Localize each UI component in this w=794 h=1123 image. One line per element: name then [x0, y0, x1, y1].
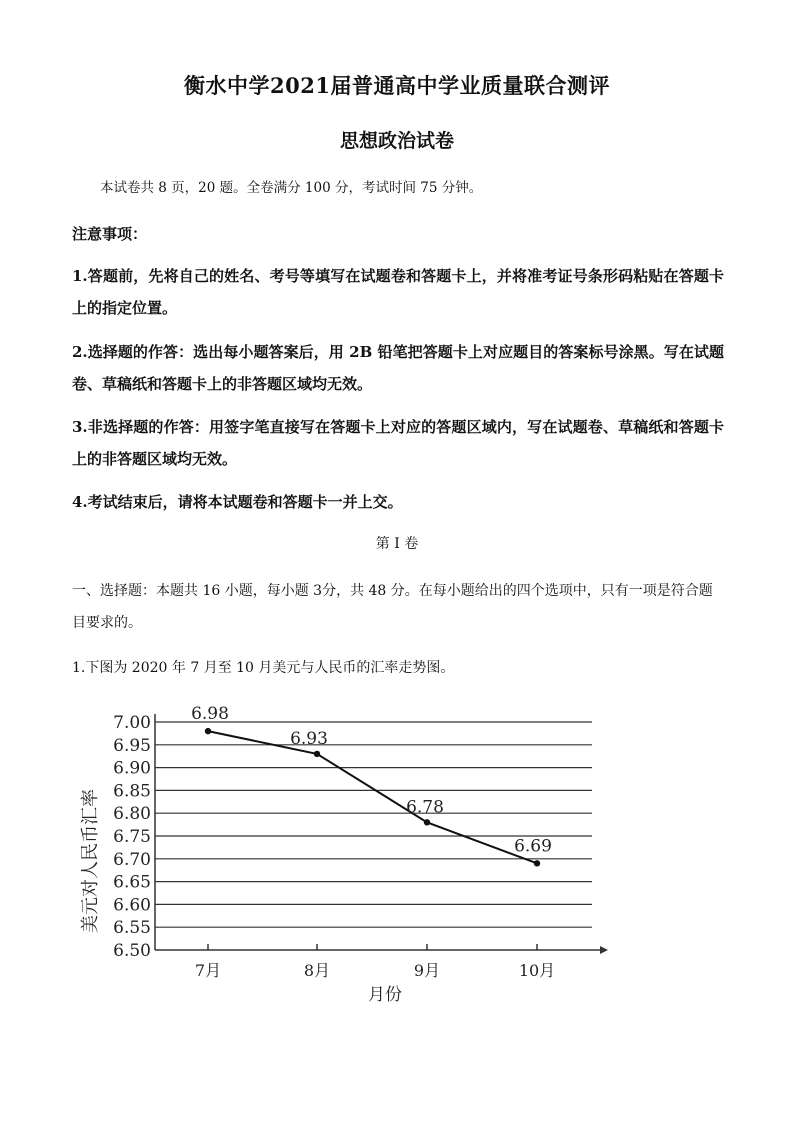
exam-subtitle: 思想政治试卷 [339, 130, 454, 152]
data-point [314, 751, 320, 757]
data-point [205, 728, 211, 734]
notice-item-1: 1.答题前，先将自己的姓名、考号等填写在试题卷和答题卡上，并将准考证号条形码粘贴在答题卡上的指定位置。 [72, 267, 724, 317]
data-label: 6.69 [514, 836, 552, 857]
section-label: 第 I 卷 [375, 536, 419, 552]
notice-heading: 注意事项： [72, 225, 148, 243]
series-line [208, 728, 537, 863]
x-tick-label: 8月 [303, 961, 331, 980]
data-label: 6.93 [290, 728, 328, 749]
data-point [534, 860, 540, 866]
notice-item-3: 3.非选择题的作答：用签字笔直接写在答题卡上对应的答题区域内，写在试题卷、草稿纸和答题卡上的非答题区域均无效。 [72, 418, 724, 468]
x-tick-label: 9月 [413, 961, 441, 980]
exchange-rate-chart [70, 700, 620, 1010]
y-tick-label: 7.00 [113, 713, 151, 733]
y-tick-label: 6.80 [113, 804, 151, 825]
data-point [424, 819, 430, 825]
y-tick-label: 6.85 [113, 781, 151, 802]
y-tick-label: 6.65 [113, 872, 151, 893]
y-tick-label: 6.75 [113, 827, 151, 847]
x-tick-label: 7月 [194, 961, 222, 980]
y-axis-title: 美元对人民币汇率 [80, 789, 101, 933]
y-tick-label: 6.50 [113, 941, 151, 961]
notice-item-2: 2.选择题的作答：选出每小题答案后，用 2B 铅笔把答题卡上对应题目的答案标号涂黑。写在试题卷、草稿纸和答题卡上的非答题区域均无效。 [72, 343, 724, 393]
exam-intro: 本试卷共 8 页，20 题。全卷满分 100 分，考试时间 75 分钟。 [100, 180, 483, 196]
x-tick-label: 10月 [518, 961, 556, 980]
y-tick-label: 6.95 [113, 735, 151, 756]
data-label: 6.98 [191, 704, 229, 725]
notice-item-4: 4.考试结束后，请将本试题卷和答题卡一并上交。 [72, 493, 403, 511]
data-label: 6.78 [406, 797, 444, 818]
y-tick-label: 6.90 [113, 758, 151, 779]
exam-title: 衡水中学2021届普通高中学业质量联合测评 [184, 73, 610, 98]
x-axis-arrow [600, 946, 608, 954]
question-1-stem: 1.下图为 2020 年 7 月至 10 月美元与人民币的汇率走势图。 [72, 660, 455, 676]
x-axis-title: 月份 [368, 985, 402, 1005]
y-tick-label: 6.60 [113, 895, 151, 916]
y-tick-label: 6.55 [113, 918, 151, 939]
y-tick-label: 6.70 [113, 849, 151, 870]
part-one-intro: 一、选择题：本题共 16 小题，每小题 3分，共 48 分。在每小题给出的四个选项中，只有一项是符合题目要求的。 [72, 583, 713, 631]
